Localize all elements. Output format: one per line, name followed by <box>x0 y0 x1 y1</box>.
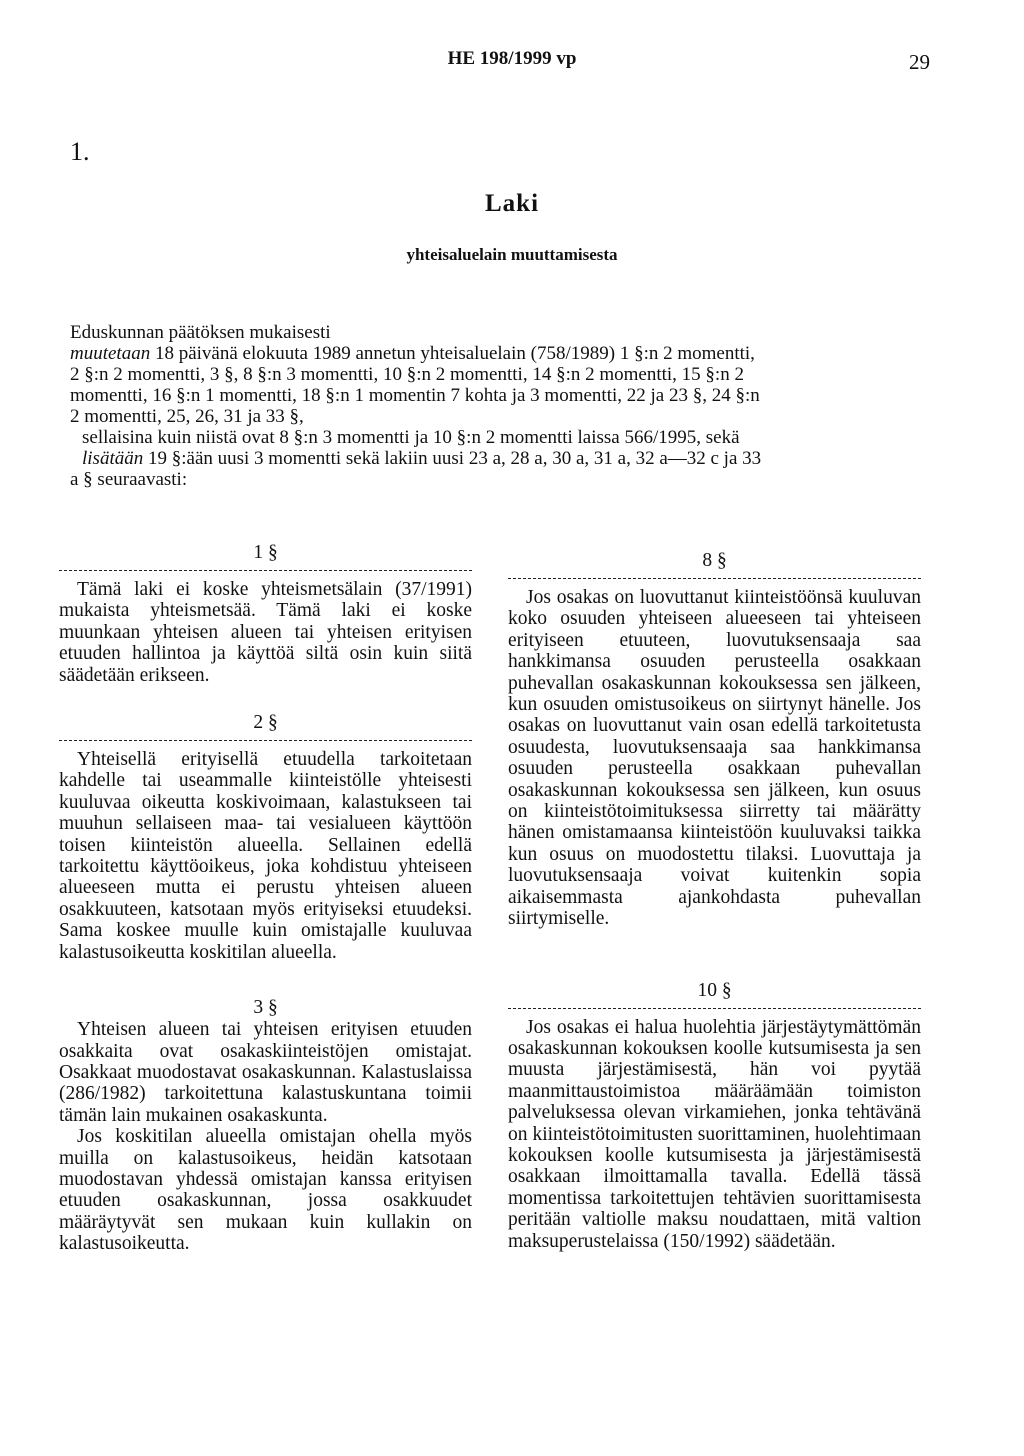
lisataan-word: lisätään <box>82 448 144 469</box>
section-10-heading: 10 § <box>697 979 732 1001</box>
item-number: 1. <box>70 137 90 166</box>
preamble-line: momentti, 16 §:n 1 momentti, 18 §:n 1 momentin 7 kohta ja 3 momentti, 22 ja 23 §, 24 §:n <box>70 385 760 406</box>
right-column <box>508 550 921 1252</box>
section-2-heading: 2 § <box>253 712 278 734</box>
amend-line-rest: 18 päivänä elokuuta 1989 annetun yhteisaluelain (758/1989) 1 §:n 2 momentti, <box>150 343 755 364</box>
section-3-heading: 3 § <box>253 997 278 1019</box>
section-1-text: Tämä laki ei koske yhteismetsälain (37/1991) mukaista yhteismetsää. Tämä laki ei koske muunkaan yhteisen alueen tai yhteisen erityisen etuuden hallintoa ja käyttöä siltä osin kuin siitä säädetään erikseen. <box>59 579 472 686</box>
page-number: 29 <box>909 50 930 74</box>
preamble-line: 2 momentti, 25, 26, 31 ja 33 §, <box>70 406 304 427</box>
omission-dashes <box>59 570 472 571</box>
preamble <box>70 322 950 490</box>
section-10-text: Jos osakas ei halua huolehtia järjestäytymättömän osakaskunnan kokouksen koolle kutsumisesta ja sen muusta järjestämisestä, hän voi pyytää maanmittaustoimistoa määräämään toimiston palveluksessa olevan virkamiehen, jonka tehtävänä on kiinteistötoimitusten suorittaminen, huolehtimaan kokouksen koolle kutsumisesta ja järjestämisestä osakkaan ilmoittamalla tavalla. Edellä tässä momentissa tarkoitettujen tehtävien suorittamisesta peritään valtiolle maksu noudattaen, mitä valtion maksuperustelaissa (150/1992) säädetään. <box>508 1016 921 1252</box>
preamble-add-line <box>70 448 950 469</box>
preamble-sellaisina-line: sellaisina kuin niistä ovat 8 §:n 3 momentti ja 10 §:n 2 momentti laissa 566/1995, sekä <box>82 427 740 448</box>
omission-dashes <box>59 740 472 741</box>
section-3-paragraph-1: Yhteisen alueen tai yhteisen erityisen etuuden osakkaita ovat osakaskiinteistöjen omistajat. Osakkaat muodostavat osakaskunnan. Kalastuslaissa (286/1982) tarkoitettuna kalastuskuntana toimii tämän lain mukainen osakaskunta. <box>59 1019 472 1126</box>
omission-dashes <box>508 1008 921 1009</box>
law-title: Laki <box>484 190 540 217</box>
document-header-title: HE 198/1999 vp <box>447 48 577 69</box>
section-2-text: Yhteisellä erityisellä etuudella tarkoitetaan kahdelle tai useammalle kiinteistölle yhteisesti kuuluvaa oikeutta koskivoimaan, kalastukseen tai muuhun sellaiseen maa- tai vesialueen käyttöön toisen kiinteistön alueella. Sellainen edellä tarkoitettu käyttöoikeus, joka kohdistuu yhteiseen alueeseen mutta ei perustu yhteisen alueen osakkuuteen, katsotaan myös erityiseksi etuudeksi. Sama koskee muulle kuin omistajalle kuuluvaa kalastusoikeutta koskitilan alueella. <box>59 749 472 963</box>
section-8-heading: 8 § <box>702 550 727 571</box>
section-8-text: Jos osakas on luovuttanut kiinteistöönsä kuuluvan koko osuuden yhteiseen alueeseen tai yhteiseen erityiseen etuuteen, luovutuksensaaja saa hankkimansa osuuden perusteella osakkaan puhevallan osakaskunnan kokouksessa sen jälkeen, kun osuuden omistusoikeus on siirtynyt hänelle. Jos osakas on luovuttanut vain osan edellä tarkoitetusta osuudesta, luovutuksensaaja saa hankkimansa osuuden perusteella osakkaan puhevallan osakaskunnan kokouksessa sen jälkeen, kun osuus on kiinteistötoimituksessa siirretty tai määrätty hänen omistamaansa kiinteistöön kuuluvaksi taikka kun osuus on muodostettu tilaksi. Luovuttaja ja luovutuksensaaja voivat kuitenkin sopia aikaisemmasta ajankohdasta puhevallan siirtymiselle. <box>508 587 921 930</box>
add-line-rest: 19 §:ään uusi 3 momentti sekä lakiin uusi 23 a, 28 a, 30 a, 31 a, 32 a—32 c ja 33 <box>143 448 762 469</box>
omission-dashes <box>508 578 921 579</box>
section-1-heading: 1 § <box>253 542 278 563</box>
preamble-line: 2 §:n 2 momentti, 3 §, 8 §:n 3 momentti, 10 §:n 2 momentti, 14 §:n 2 momentti, 15 §:n 2 <box>70 364 744 385</box>
preamble-intro: Eduskunnan päätöksen mukaisesti <box>70 322 331 343</box>
left-column <box>59 542 472 1255</box>
preamble-last-line: a § seuraavasti: <box>70 469 188 490</box>
preamble-amend-line <box>70 343 950 364</box>
law-subtitle: yhteisaluelain muuttamisesta <box>406 245 618 264</box>
section-3-paragraph-2: Jos koskitilan alueella omistajan ohella myös muilla on kalastusoikeus, heidän katsotaan muodostavan yhdessä omistajan kanssa erityisen etuuden osakaskunnan, jossa osakkuudet määräytyvät sen mukaan kuin kullakin on kalastusoikeutta. <box>59 1126 472 1255</box>
muutetaan-word: muutetaan <box>70 343 151 364</box>
